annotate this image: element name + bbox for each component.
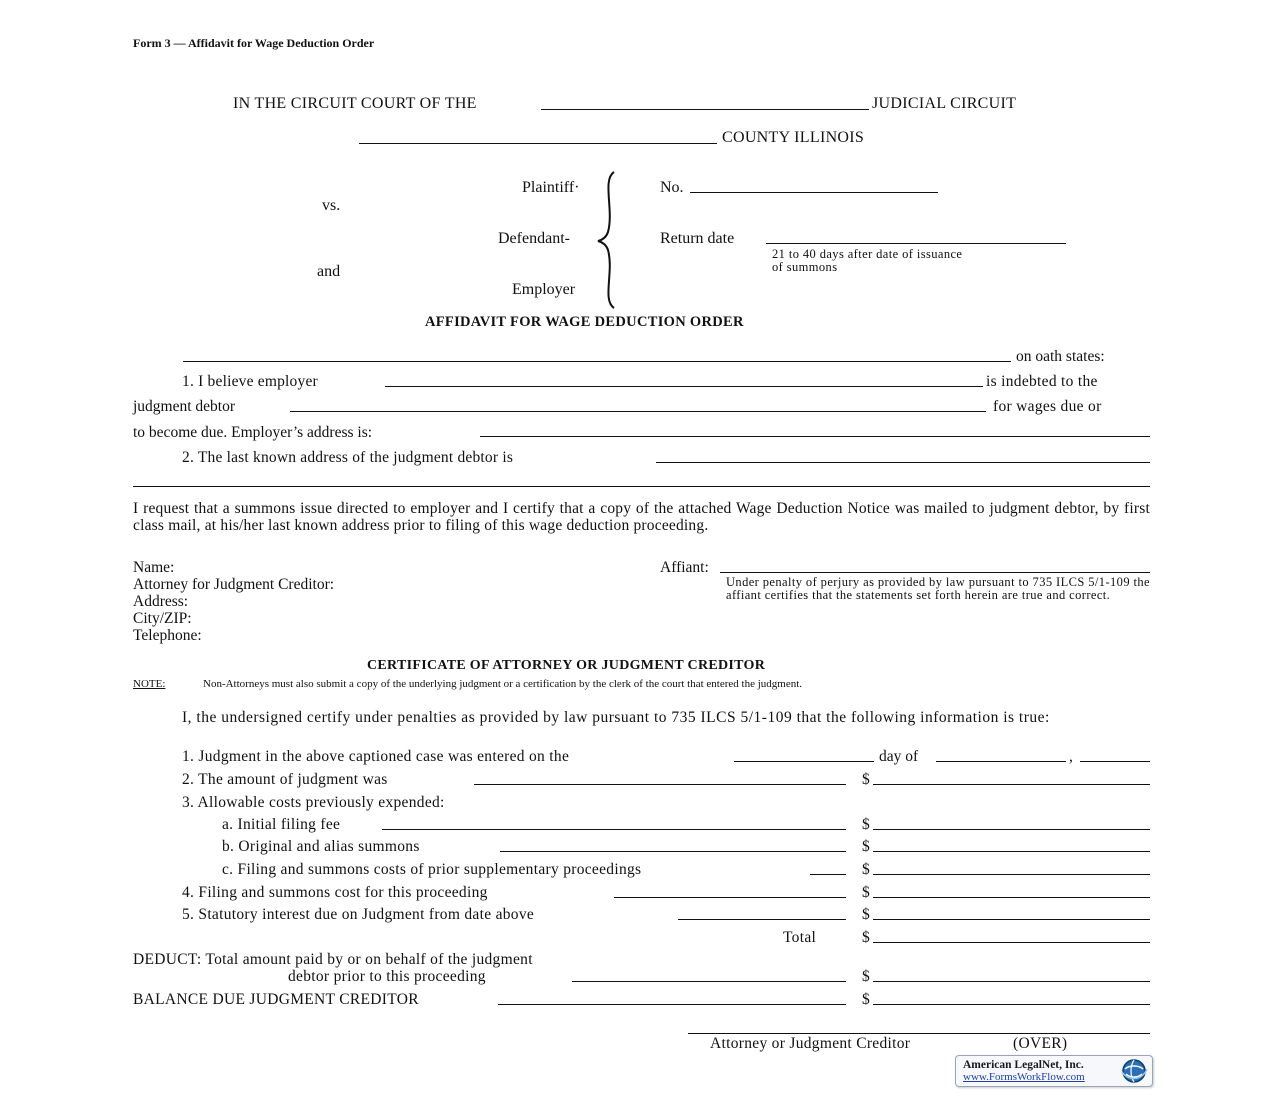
p1-employer-address-label: to become due. Employer’s address is: — [133, 424, 373, 441]
balance-dollar: $ — [862, 991, 870, 1008]
p1-judgment-debtor-label: judgment debtor — [133, 398, 236, 415]
item3a-label: a. Initial filing fee — [222, 816, 341, 833]
perjury-statement: Under penalty of perjury as provided by law pursuant to 735 ILCS 5/1-109 the affiant certifies that the statements set forth herein are true and correct. — [726, 575, 1150, 602]
return-date-note-1: 21 to 40 days after date of issuance — [772, 247, 963, 261]
deduct-label-2: debtor prior to this proceeding — [288, 968, 486, 985]
address-label: Address: — [133, 593, 189, 610]
employer-label: Employer — [512, 281, 576, 298]
item3c-dollar: $ — [862, 861, 870, 878]
court-prefix: IN THE CIRCUIT COURT OF THE — [233, 95, 477, 112]
total-label: Total — [783, 929, 817, 946]
certificate-intro: I, the undersigned certify under penalties as provided by law pursuant to 735 ILCS 5/1-109 that the following information is true: — [182, 709, 1050, 726]
p2-debtor-address-label: 2. The last known address of the judgment debtor is — [182, 449, 514, 466]
logo-company-name: American LegalNet, Inc. — [963, 1059, 1084, 1071]
over-label: (OVER) — [1013, 1035, 1068, 1052]
judgment-month-field[interactable] — [936, 761, 1066, 762]
p1-employer-label: 1. I believe employer — [182, 373, 318, 390]
item2-leader — [474, 784, 846, 785]
debtor-address-field[interactable] — [656, 462, 1150, 463]
item5-label: 5. Statutory interest due on Judgment from date above — [182, 906, 535, 923]
defendant-label: Defendant- — [498, 230, 570, 247]
total-dollar: $ — [862, 929, 870, 946]
caption-brace — [596, 170, 626, 310]
judgment-amount-field[interactable] — [873, 784, 1150, 785]
return-date-note-2: of summons — [772, 260, 838, 274]
interest-field[interactable] — [873, 919, 1150, 920]
county-field[interactable] — [359, 143, 717, 144]
balance-leader — [498, 1004, 846, 1005]
name-label: Name: — [133, 559, 175, 576]
item4-leader — [614, 897, 846, 898]
certificate-title: CERTIFICATE OF ATTORNEY OR JUDGMENT CREDITOR — [367, 658, 766, 673]
request-paragraph: I request that a summons issue directed to employer and I certify that a copy of the attached Wage Deduction Notice was mailed to judgment debtor, by first class mail, at his/her last known address prior to filing of this wage deduction proceeding. — [133, 500, 1150, 534]
case-no-field[interactable] — [690, 192, 938, 193]
item3a-leader — [382, 829, 846, 830]
proceeding-cost-field[interactable] — [873, 897, 1150, 898]
globe-icon — [1120, 1057, 1148, 1085]
case-no-label: No. — [660, 179, 684, 196]
debtor-address-field-2[interactable] — [133, 486, 1150, 487]
affiant-signature-field[interactable] — [720, 572, 1150, 573]
item3a-dollar: $ — [862, 816, 870, 833]
summons-fee-field[interactable] — [873, 851, 1150, 852]
item2-dollar: $ — [862, 771, 870, 788]
return-date-field[interactable] — [766, 243, 1066, 244]
item5-dollar: $ — [862, 906, 870, 923]
balance-field[interactable] — [873, 1004, 1150, 1005]
cityzip-label: City/ZIP: — [133, 610, 192, 627]
and-label: and — [317, 263, 341, 280]
judgment-date-field[interactable] — [734, 761, 874, 762]
p1-wages-text: for wages due or — [993, 398, 1102, 415]
item4-dollar: $ — [862, 884, 870, 901]
creditor-signature-field[interactable] — [688, 1033, 1150, 1034]
deduct-leader — [572, 981, 846, 982]
item3b-leader — [500, 851, 846, 852]
item3b-label: b. Original and alias summons — [222, 838, 420, 855]
item3c-leader — [810, 874, 846, 875]
item5-leader — [678, 919, 846, 920]
oath-text: on oath states: — [1016, 348, 1105, 365]
balance-label: BALANCE DUE JUDGMENT CREDITOR — [133, 991, 419, 1008]
plaintiff-label: Plaintiff· — [522, 179, 580, 196]
deduct-dollar: $ — [862, 968, 870, 985]
circuit-field[interactable] — [541, 109, 869, 110]
p1-indebted-text: is indebted to the — [986, 373, 1098, 390]
county-label: COUNTY ILLINOIS — [722, 129, 865, 146]
court-suffix: JUDICIAL CIRCUIT — [872, 95, 1017, 112]
employer-name-field[interactable] — [385, 386, 983, 387]
affiant-name-field[interactable] — [183, 361, 1011, 362]
affidavit-title: AFFIDAVIT FOR WAGE DEDUCTION ORDER — [425, 314, 744, 330]
signature-label: Attorney or Judgment Creditor — [710, 1035, 911, 1052]
deduct-label-1: DEDUCT: Total amount paid by or on behalf of the judgment — [133, 951, 533, 968]
item3-label: 3. Allowable costs previously expended: — [182, 794, 445, 811]
employer-address-field[interactable] — [480, 436, 1150, 437]
note-text: Non-Attorneys must also submit a copy of the underlying judgment or a certification by the clerk of the court that entered the judgment. — [203, 678, 803, 690]
judgment-debtor-field[interactable] — [290, 411, 986, 412]
total-field[interactable] — [873, 942, 1150, 943]
affiant-label: Affiant: — [660, 559, 709, 576]
item1-comma: , — [1069, 748, 1073, 765]
vs-label: vs. — [322, 197, 341, 214]
item4-label: 4. Filing and summons cost for this proceeding — [182, 884, 488, 901]
item3c-label: c. Filing and summons costs of prior supplementary proceedings — [222, 861, 642, 878]
return-date-label: Return date — [660, 230, 735, 247]
item3b-dollar: $ — [862, 838, 870, 855]
note-label: NOTE: — [133, 678, 166, 690]
attorney-label: Attorney for Judgment Creditor: — [133, 576, 335, 593]
logo-url[interactable]: www.FormsWorkFlow.com — [963, 1071, 1085, 1083]
deduct-field[interactable] — [873, 981, 1150, 982]
item1-day-of: day of — [879, 748, 919, 765]
telephone-label: Telephone: — [133, 627, 202, 644]
american-legalnet-logo[interactable] — [955, 1055, 1153, 1087]
item1-label: 1. Judgment in the above captioned case was entered on the — [182, 748, 570, 765]
form-label: Form 3 — Affidavit for Wage Deduction Order — [133, 36, 375, 50]
judgment-year-field[interactable] — [1080, 761, 1150, 762]
item2-label: 2. The amount of judgment was — [182, 771, 388, 788]
prior-costs-field[interactable] — [873, 874, 1150, 875]
filing-fee-field[interactable] — [873, 829, 1150, 830]
